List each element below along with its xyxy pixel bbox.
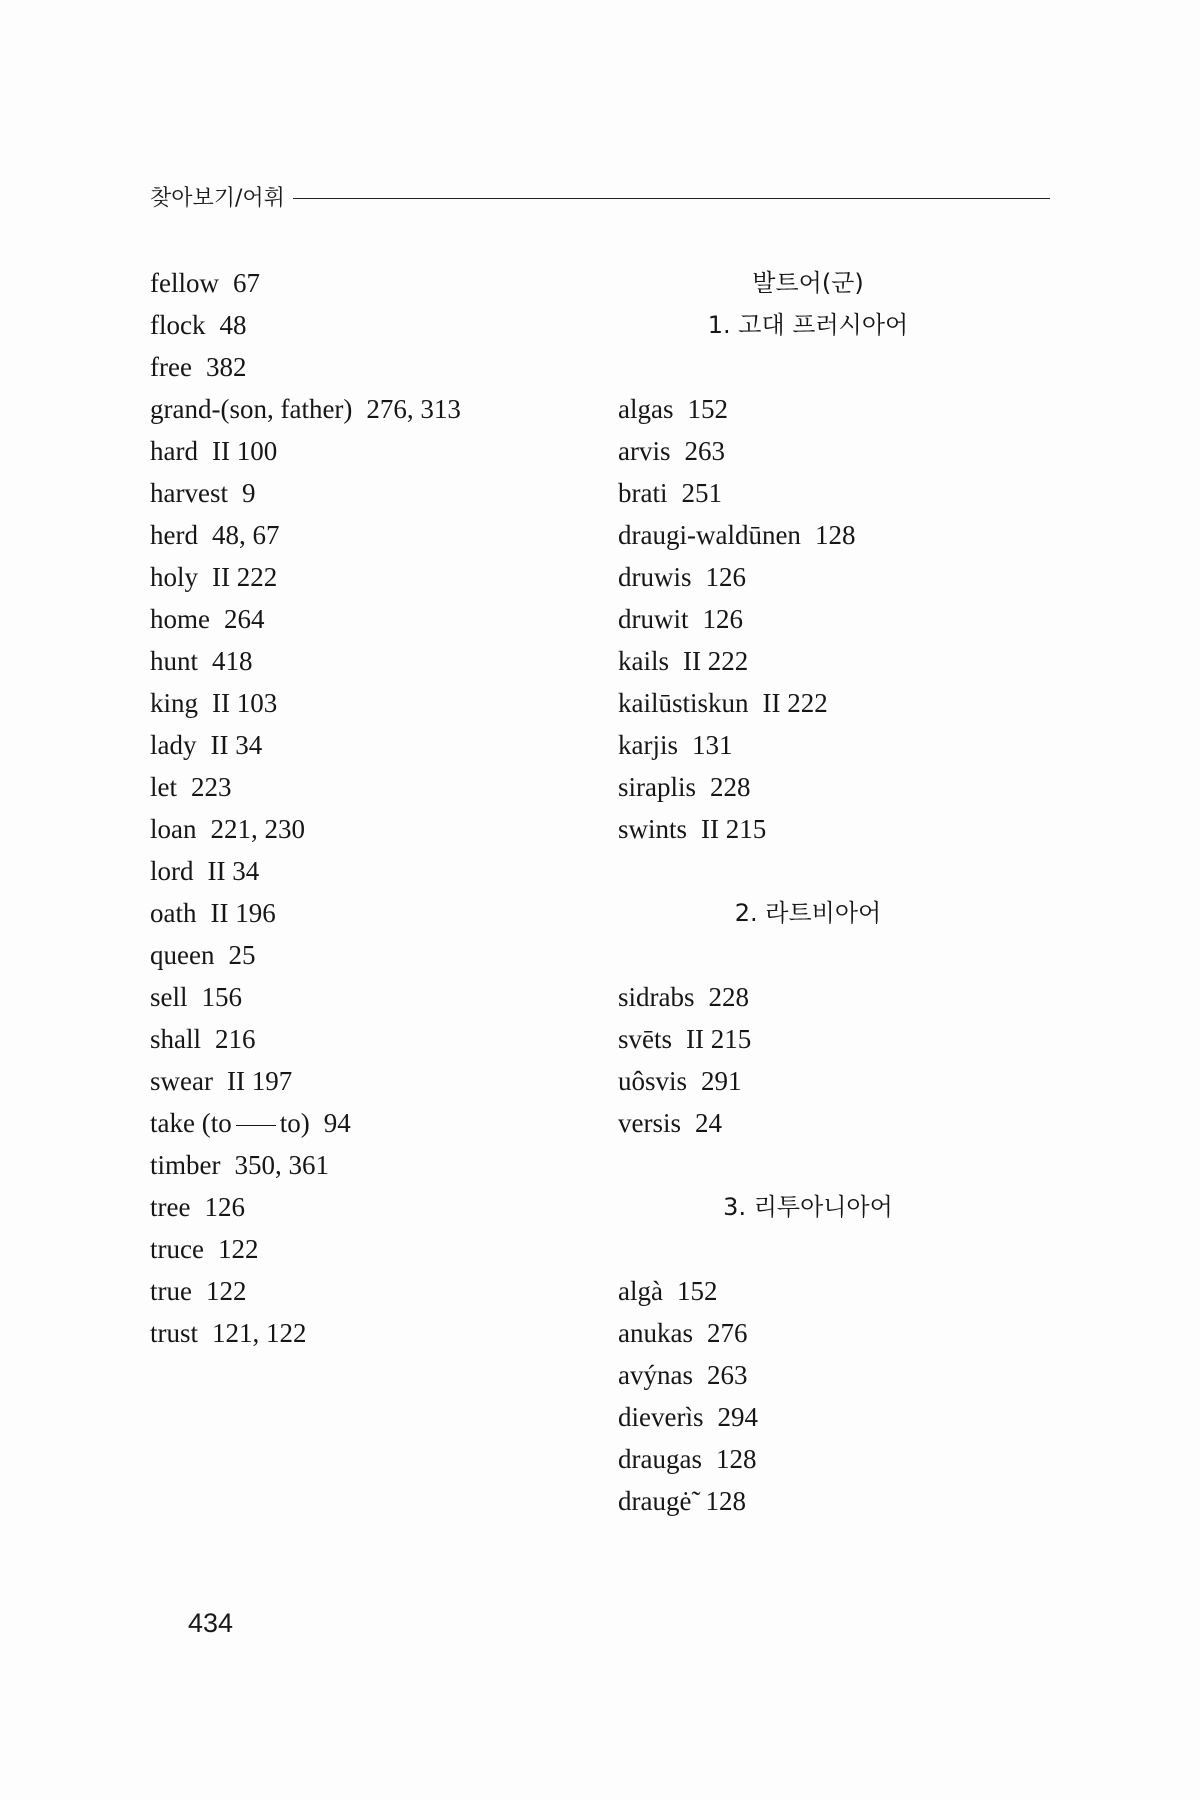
index-entry [150, 766, 580, 808]
entry-ref: 263 [706, 1360, 748, 1390]
entry-ref: 251 [681, 478, 722, 508]
running-head-title: 찾아보기/어휘 [150, 185, 285, 211]
entry-ref: 223 [191, 772, 232, 802]
entry-ref: 128 [705, 1486, 746, 1516]
index-entry [150, 976, 580, 1018]
index-entry [150, 262, 580, 304]
entry-ref: 294 [717, 1402, 758, 1432]
entry-ref: II 222 [212, 562, 278, 592]
entry-word: anukas [618, 1318, 693, 1348]
entry-word: hard [150, 436, 198, 466]
entry-word: herd [150, 520, 198, 550]
index-entry [618, 1018, 1038, 1060]
entry-word-pre: take (to [150, 1108, 232, 1138]
index-entry [618, 1060, 1038, 1102]
spacer [618, 1228, 1038, 1270]
entry-word: kails [618, 646, 669, 676]
spacer [618, 346, 1038, 388]
index-entry [150, 1312, 580, 1354]
index-entry [618, 1396, 1038, 1438]
entry-ref: 48, 67 [211, 520, 280, 550]
entry-ref: 156 [201, 982, 242, 1012]
index-entry [618, 1438, 1038, 1480]
index-entry [150, 346, 580, 388]
entry-word: sell [150, 982, 188, 1012]
index-entry [150, 430, 580, 472]
index-entry [150, 388, 580, 430]
index-entry [618, 598, 1038, 640]
entry-word: algas [618, 394, 674, 424]
index-entry [150, 682, 580, 724]
entry-word: draugas [618, 1444, 702, 1474]
entry-word: holy [150, 562, 199, 592]
running-head [150, 180, 1050, 212]
entry-ref: 94 [323, 1108, 351, 1138]
entry-ref: 126 [204, 1192, 245, 1222]
index-entry [150, 514, 580, 556]
index-entry [150, 1018, 580, 1060]
index-entry [618, 1102, 1038, 1144]
left-column-index [150, 262, 580, 1354]
entry-ref: 121, 122 [212, 1318, 307, 1348]
entry-word [150, 1102, 310, 1144]
entry-word: uôsvis [618, 1066, 688, 1096]
index-entry [150, 808, 580, 850]
entry-ref: 128 [715, 1444, 757, 1474]
entry-word: true [150, 1276, 192, 1306]
entry-word: swear [150, 1066, 213, 1096]
entry-word: brati [618, 478, 668, 508]
entry-ref: 25 [228, 940, 256, 970]
entry-ref: II 196 [210, 898, 276, 928]
entry-ref: 48 [219, 310, 247, 340]
index-entry [150, 556, 580, 598]
entry-ref: 263 [684, 436, 725, 466]
entry-ref: 276, 313 [366, 394, 461, 424]
index-entry [618, 808, 1038, 850]
index-entry [150, 934, 580, 976]
section-heading: 2. 라트비아어 [734, 899, 882, 927]
entry-ref: 67 [232, 268, 260, 298]
index-entry [150, 724, 580, 766]
index-entry [618, 1312, 1038, 1354]
index-entry [618, 1354, 1038, 1396]
entry-word: draugė̃ [618, 1486, 692, 1516]
entry-ref: II 197 [226, 1066, 293, 1096]
entry-ref: 126 [705, 562, 746, 592]
entry-ref: 128 [814, 520, 856, 550]
section-heading: 3. 리투아니아어 [723, 1193, 893, 1221]
entry-word: draugi-waldūnen [618, 520, 801, 550]
index-entry [150, 640, 580, 682]
entry-word: avýnas [618, 1360, 693, 1390]
index-entry [618, 514, 1038, 556]
entry-ref: II 34 [207, 856, 260, 886]
entry-word: loan [150, 814, 197, 844]
entry-ref: II 215 [686, 1024, 752, 1054]
index-entry [618, 766, 1038, 808]
entry-word: druwis [618, 562, 692, 592]
entry-word: queen [150, 940, 215, 970]
entry-word: lord [150, 856, 194, 886]
entry-word: fellow [150, 268, 219, 298]
entry-word: tree [150, 1192, 191, 1222]
index-entry [618, 682, 1038, 724]
entry-ref: 264 [224, 604, 265, 634]
entry-word: flock [150, 310, 206, 340]
index-entry [150, 1228, 580, 1270]
index-entry [618, 640, 1038, 682]
section-heading: 1. 고대 프러시아어 [707, 311, 909, 339]
index-entry [150, 1270, 580, 1312]
entry-word: trust [150, 1318, 199, 1348]
entry-ref: 24 [695, 1108, 722, 1138]
entry-word: home [150, 604, 210, 634]
index-entry [150, 472, 580, 514]
entry-word: lady [150, 730, 197, 760]
entry-ref: 9 [241, 478, 256, 508]
entry-ref: 382 [205, 352, 247, 382]
entry-ref: II 100 [211, 436, 278, 466]
entry-ref: II 34 [210, 730, 263, 760]
entry-ref: II 103 [212, 688, 278, 718]
index-entry [618, 430, 1038, 472]
entry-ref: 221, 230 [210, 814, 305, 844]
index-entry [150, 850, 580, 892]
entry-ref: 291 [701, 1066, 742, 1096]
entry-word-post: to) [279, 1108, 310, 1138]
index-entry [618, 472, 1038, 514]
index-entry [150, 598, 580, 640]
entry-word: siraplis [618, 772, 696, 802]
index-entry [618, 1270, 1038, 1312]
spacer [618, 850, 1038, 892]
entry-ref: 216 [215, 1024, 256, 1054]
entry-ref: 228 [710, 772, 751, 802]
right-column-index [618, 262, 1038, 1522]
index-entry [618, 724, 1038, 766]
entry-word: harvest [150, 478, 228, 508]
spacer [618, 934, 1038, 976]
entry-word: dieverìs [618, 1402, 704, 1432]
entry-ref: 350, 361 [234, 1150, 329, 1180]
index-entry [618, 976, 1038, 1018]
entry-word: arvis [618, 436, 671, 466]
entry-word: oath [150, 898, 197, 928]
entry-ref: 152 [676, 1276, 718, 1306]
group-heading: 발트어(군) [752, 269, 864, 297]
entry-ref: II 222 [762, 688, 828, 718]
entry-word: karjis [618, 730, 678, 760]
index-entry [150, 304, 580, 346]
entry-word: hunt [150, 646, 199, 676]
entry-word: sidrabs [618, 982, 695, 1012]
index-entry [150, 1060, 580, 1102]
entry-ref: 276 [706, 1318, 748, 1348]
entry-ref: II 222 [683, 646, 749, 676]
entry-ref: 152 [687, 394, 728, 424]
index-entry [150, 1144, 580, 1186]
entry-ref: 418 [212, 646, 253, 676]
entry-word: shall [150, 1024, 201, 1054]
entry-ref: 122 [217, 1234, 259, 1264]
entry-word: druwit [618, 604, 689, 634]
entry-ref: 126 [702, 604, 743, 634]
entry-ref: 131 [692, 730, 733, 760]
entry-word: truce [150, 1234, 204, 1264]
index-entry [150, 892, 580, 934]
entry-word: svēts [618, 1024, 672, 1054]
index-entry [618, 1480, 1038, 1522]
index-entry [150, 1102, 580, 1144]
index-entry [618, 556, 1038, 598]
entry-word: swints [618, 814, 688, 844]
entry-ref: 228 [708, 982, 749, 1012]
page-number: 434 [188, 1608, 234, 1638]
entry-word: algà [618, 1276, 663, 1306]
entry-word: free [150, 352, 192, 382]
spacer [618, 1144, 1038, 1186]
entry-word: timber [150, 1150, 221, 1180]
index-entry [618, 388, 1038, 430]
entry-word: let [150, 772, 177, 802]
entry-ref: II 215 [701, 814, 767, 844]
index-entry [150, 1186, 580, 1228]
entry-word: grand-(son, father) [150, 394, 353, 424]
entry-ref: 122 [205, 1276, 247, 1306]
running-head-rule [293, 198, 1050, 199]
entry-word: versis [618, 1108, 681, 1138]
em-dash-rule [236, 1125, 276, 1126]
entry-word: kailūstiskun [618, 688, 749, 718]
entry-word: king [150, 688, 199, 718]
